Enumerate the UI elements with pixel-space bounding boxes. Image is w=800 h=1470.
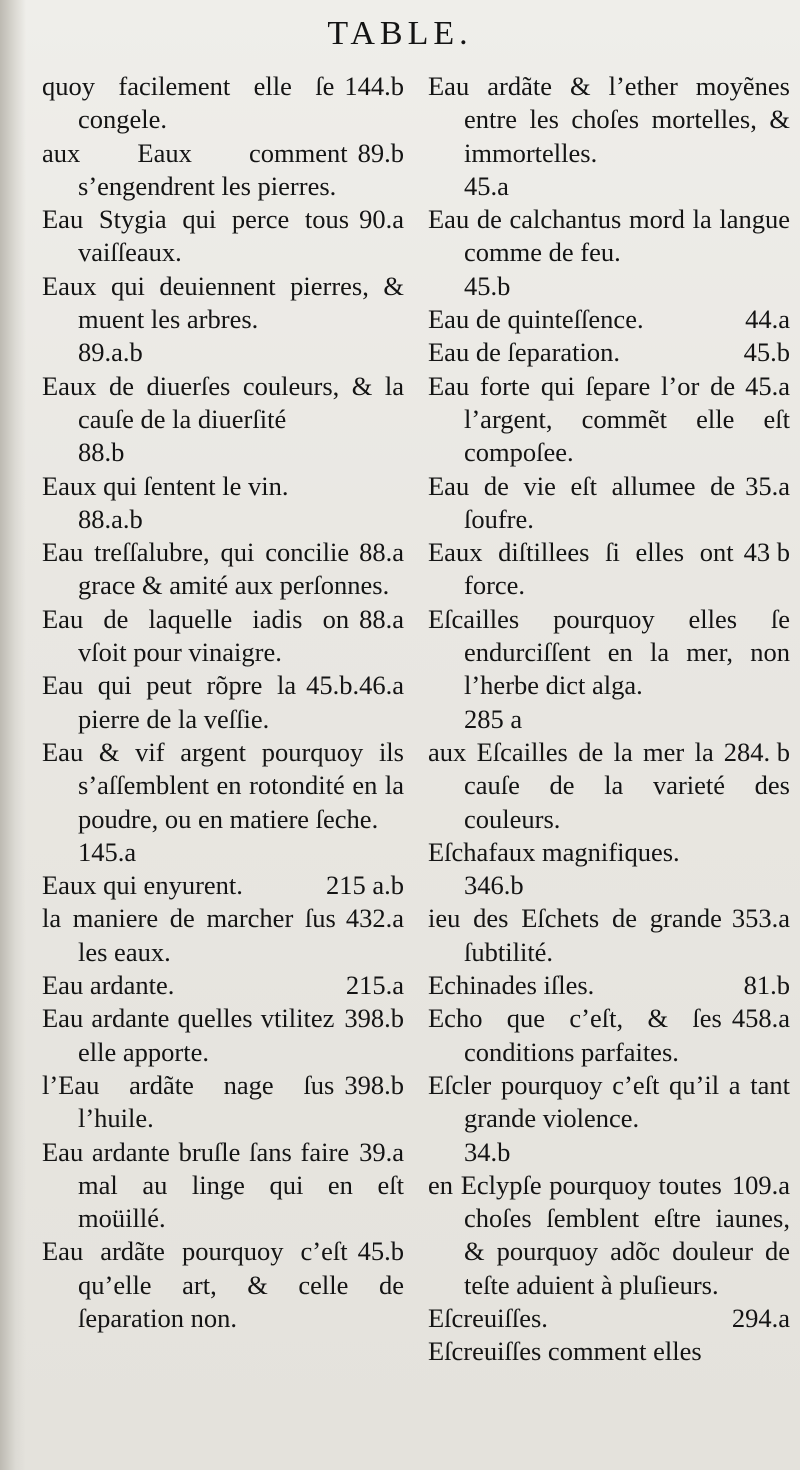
index-entry	[428, 336, 790, 369]
index-entry	[42, 969, 404, 1002]
page-reference: 353.a	[731, 903, 790, 934]
index-entry	[42, 270, 404, 370]
index-entry	[42, 902, 404, 969]
page-reference: 35.a	[745, 470, 790, 501]
page-reference: 45.b	[743, 337, 790, 368]
page-reference: 45.b.46.a	[306, 670, 404, 701]
page-reference: 45.b	[357, 1236, 404, 1267]
index-entry	[42, 1002, 404, 1069]
page-reference: 109.a	[731, 1169, 790, 1200]
page-reference: 44.a	[745, 304, 790, 335]
index-entry	[42, 869, 404, 902]
index-entry	[428, 70, 790, 203]
index-entry	[428, 969, 790, 1002]
index-entry	[42, 536, 404, 603]
index-columns	[42, 70, 790, 1440]
left-index-column	[42, 70, 404, 1440]
entry-text: Eau qui peut rõpre la pierre de la veſſie.	[42, 670, 297, 734]
page-reference: 81.b	[743, 970, 790, 1001]
index-entry	[428, 902, 790, 969]
index-entry	[42, 1069, 404, 1136]
entry-text: Eſchafaux magnifiques.	[428, 836, 680, 867]
entry-text: Eſcailles pourquoy elles ſe endurciſſent en la mer, non l’herbe dict alga.	[428, 603, 790, 701]
index-entry	[42, 370, 404, 470]
entry-text: Echo que c’eſt, & ſes conditions parfaites.	[428, 1003, 722, 1067]
index-entry	[428, 370, 790, 470]
index-entry	[42, 1235, 404, 1335]
index-entry	[428, 836, 790, 903]
running-head: TABLE.	[327, 15, 473, 52]
entry-text: la maniere de marcher ſus les eaux.	[42, 903, 336, 967]
entry-text: Eau treſſalubre, qui concilie grace & amité aux perſonnes.	[42, 537, 390, 601]
entry-text: Eau ardante bruſle ſans faire mal au linge qui en eſt moüillé.	[42, 1136, 404, 1234]
index-entry	[428, 1002, 790, 1069]
page-reference: 88.a	[359, 537, 404, 568]
entry-text: Eaux diſtillees ſi elles ont force.	[428, 537, 734, 601]
index-entry	[42, 736, 404, 869]
entry-text: l’Eau ardãte nage ſus l’huile.	[42, 1069, 335, 1134]
entry-text: aux Eſcailles de la mer la cauſe de la varieté des couleurs.	[428, 736, 790, 834]
page-reference: 88.a	[359, 603, 404, 634]
entry-text: en Eclypſe pourquoy toutes choſes ſemblent eſtre iaunes, & pourquoy adõc douleur de teſte aduient à pluſieurs.	[428, 1169, 790, 1300]
entry-text: Eſcler pourquoy c’eſt qu’il a tant grande violence.	[428, 1069, 790, 1134]
page-reference: 432.a	[345, 903, 404, 934]
page-reference: 145.a	[78, 836, 137, 867]
page-reference: 34.b	[464, 1136, 511, 1167]
page-reference: 45.b	[464, 270, 511, 301]
page-reference: 89.a.b	[78, 337, 143, 368]
entry-text: Eaux qui deuiennent pierres, & muent les arbres.	[42, 270, 404, 335]
index-entry	[428, 1302, 790, 1335]
page-reference: 90.a	[359, 204, 404, 235]
page-reference: 215.a	[345, 970, 404, 1001]
index-entry	[428, 536, 790, 603]
entry-text: Eau de calchantus mord la langue comme de feu.	[428, 204, 790, 268]
index-entry	[42, 70, 404, 137]
index-entry	[42, 203, 404, 270]
page-reference: 284. b	[723, 736, 790, 767]
page-reference: 88.a.b	[78, 503, 143, 534]
page-gutter-shadow	[0, 0, 26, 1470]
index-entry	[42, 669, 404, 736]
index-entry	[42, 603, 404, 670]
entry-text: Eau ardante.	[42, 970, 175, 1001]
index-entry	[428, 470, 790, 537]
entry-text: Eau forte qui ſepare l’or de l’argent, commẽt elle eſt compoſee.	[428, 370, 790, 468]
entry-text: Eau de ſeparation.	[428, 337, 621, 368]
page-reference: 45.a	[464, 170, 509, 201]
page-reference: 285 a	[464, 703, 523, 734]
entry-text: ieu des Eſchets de grande ſubtilité.	[428, 903, 722, 967]
page-reference: 45.a	[745, 370, 790, 401]
index-entry	[428, 603, 790, 736]
entry-text: Echinades iſles.	[428, 970, 595, 1001]
page-reference: 39.a	[359, 1136, 404, 1167]
index-entry	[428, 203, 790, 303]
index-entry	[428, 1169, 790, 1302]
entry-text: Eaux qui ſentent le vin.	[42, 470, 289, 501]
entry-text: Eau ardãte pourquoy c’eſt qu’elle art, & celle de ſeparation non.	[42, 1236, 404, 1333]
entry-text: Eaux de diuerſes couleurs, & la cauſe de la diuerſité	[42, 370, 404, 434]
index-entry	[428, 736, 790, 836]
page-reference: 346.b	[464, 870, 524, 901]
entry-text: Eau ardãte & l’ether moyẽnes entre les choſes mortelles, & immortelles.	[428, 71, 790, 168]
page-reference: 398.b	[344, 1069, 404, 1100]
entry-text: Eau ardante quelles vtilitez elle apporte.	[42, 1003, 335, 1067]
entry-text: Eau de laquelle iadis on vſoit pour vinaigre.	[42, 603, 350, 668]
entry-text: aux Eaux comment s’engendrent les pierres.	[42, 137, 348, 201]
page-reference: 88.b	[78, 437, 125, 468]
entry-text: Eſcreuiſſes comment elles	[428, 1336, 702, 1367]
page-reference: 89.b	[357, 137, 404, 168]
entry-text: Eaux qui enyurent.	[42, 870, 243, 901]
page-reference: 144.b	[344, 71, 404, 101]
index-entry	[428, 1335, 790, 1368]
page-reference: 458.a	[731, 1003, 790, 1034]
entry-text: Eau de vie eſt allumee de ſoufre.	[428, 470, 736, 534]
page-reference: 398.b	[344, 1003, 404, 1034]
page-reference: 294.a	[731, 1302, 790, 1333]
page-reference: 43 b	[743, 537, 790, 568]
entry-text: Eſcreuiſſes.	[428, 1302, 548, 1333]
entry-text: Eau Stygia qui perce tous vaiſſeaux.	[42, 204, 350, 268]
entry-text: Eau & vif argent pourquoy ils s’aſſemblent en rotondité en la poudre, ou en matiere ſeche.	[42, 736, 404, 834]
index-entry	[428, 303, 790, 336]
index-entry	[42, 1136, 404, 1236]
index-entry	[42, 137, 404, 204]
page-reference: 215 a.b	[325, 870, 404, 901]
entry-text: Eau de quinteſſence.	[428, 304, 644, 335]
index-entry	[42, 470, 404, 537]
index-entry	[428, 1069, 790, 1169]
entry-text: quoy facilement elle ſe congele.	[42, 71, 335, 135]
right-index-column	[428, 70, 790, 1440]
